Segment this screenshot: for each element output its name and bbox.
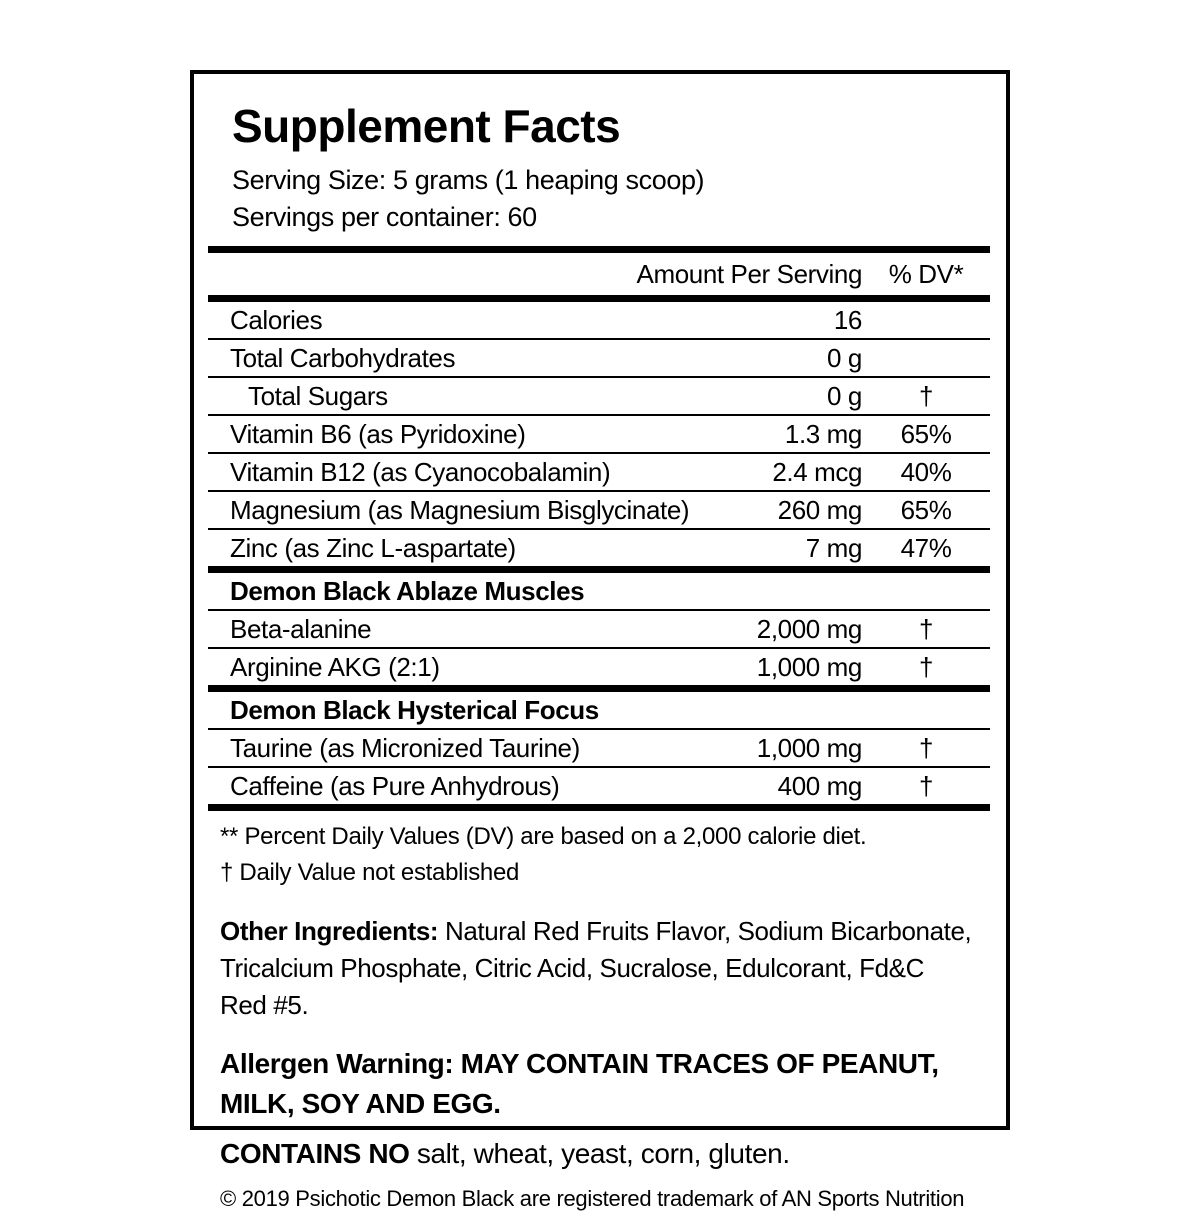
contains-no-statement (220, 1134, 976, 1174)
nutrient-name: Zinc (as Zinc L-aspartate) (230, 532, 516, 563)
nutrient-dv: † (918, 380, 934, 411)
nutrient-name: Arginine AKG (2:1) (230, 651, 440, 682)
nutrient-dv: 65% (900, 494, 952, 525)
amount-column-header: Amount Per Serving (636, 258, 862, 289)
nutrition-table (208, 246, 990, 811)
nutrient-dv: † (918, 613, 934, 644)
column-header-row (208, 253, 990, 295)
nutrient-dv: 47% (900, 532, 952, 563)
nutrient-dv: † (918, 651, 934, 682)
serving-size-line: Serving Size: 5 grams (1 heaping scoop) (232, 165, 705, 195)
divider-bar (208, 685, 990, 692)
dv-column-header: % DV* (888, 258, 964, 289)
nutrient-amount: 0 g (827, 342, 862, 373)
section-title: Demon Black Hysterical Focus (230, 694, 599, 725)
nutrient-name: Beta-alanine (230, 613, 372, 644)
contains-no-lead: CONTAINS NO (220, 1138, 410, 1169)
divider-bar (208, 246, 990, 253)
section-header (208, 573, 990, 609)
nutrient-amount: 7 mg (805, 532, 862, 563)
table-row (208, 611, 990, 647)
dagger-footnote: † Daily Value not established (220, 859, 520, 886)
dv-footnote: ** Percent Daily Values (DV) are based on a 2,000 calorie diet. (220, 823, 867, 850)
other-ingredients-text: Natural Red Fruits Flavor, Sodium Bicarbonate, Tricalcium Phosphate, Citric Acid, Sucralose, Edulcorant, Fd&C Red #5. (220, 916, 972, 1020)
section-header (208, 692, 990, 728)
table-row (208, 302, 990, 338)
nutrient-amount: 0 g (827, 380, 862, 411)
nutrient-name: Total Sugars (248, 380, 388, 411)
divider-bar (208, 804, 990, 811)
allergen-warning-text: MAY CONTAIN TRACES OF PEANUT, MILK, SOY AND EGG. (220, 1048, 939, 1119)
nutrient-amount: 1,000 mg (756, 651, 862, 682)
nutrient-name: Taurine (as Micronized Taurine) (230, 732, 580, 763)
nutrient-amount: 1.3 mg (784, 418, 862, 449)
panel-title: Supplement Facts (232, 100, 621, 152)
nutrient-dv: 65% (900, 418, 952, 449)
table-row (208, 649, 990, 685)
nutrient-amount: 2.4 mcg (772, 456, 862, 487)
table-row (208, 378, 990, 414)
nutrient-amount: 260 mg (777, 494, 862, 525)
table-row (208, 768, 990, 804)
nutrient-dv: 40% (900, 456, 952, 487)
nutrient-amount: 2,000 mg (756, 613, 862, 644)
nutrient-name: Vitamin B12 (as Cyanocobalamin) (230, 456, 611, 487)
allergen-warning-lead: Allergen Warning: (220, 1048, 454, 1079)
nutrient-name: Vitamin B6 (as Pyridoxine) (230, 418, 526, 449)
nutrient-dv: † (918, 770, 934, 801)
divider-bar (208, 566, 990, 573)
table-row (208, 340, 990, 376)
copyright-line: © 2019 Psichotic Demon Black are registered trademark of AN Sports Nutrition (220, 1186, 965, 1211)
contains-no-text: salt, wheat, yeast, corn, gluten. (409, 1138, 790, 1169)
allergen-warning (220, 1044, 976, 1124)
divider-bar (208, 295, 990, 302)
nutrient-name: Total Carbohydrates (230, 342, 456, 373)
other-ingredients (220, 913, 976, 1024)
nutrient-amount: 1,000 mg (756, 732, 862, 763)
nutrient-amount: 400 mg (777, 770, 862, 801)
nutrient-dv: † (918, 732, 934, 763)
nutrient-name: Caffeine (as Pure Anhydrous) (230, 770, 560, 801)
table-row (208, 530, 990, 566)
supplement-facts-panel (190, 70, 1010, 1211)
nutrient-name: Calories (230, 304, 323, 335)
nutrient-name: Magnesium (as Magnesium Bisglycinate) (230, 494, 690, 525)
section-title: Demon Black Ablaze Muscles (230, 575, 585, 606)
table-row (208, 730, 990, 766)
table-row (208, 454, 990, 490)
nutrient-amount: 16 (833, 304, 862, 335)
servings-per-container-line: Servings per container: 60 (232, 202, 537, 232)
other-ingredients-lead: Other Ingredients: (220, 916, 439, 946)
table-row (208, 492, 990, 528)
table-row (208, 416, 990, 452)
